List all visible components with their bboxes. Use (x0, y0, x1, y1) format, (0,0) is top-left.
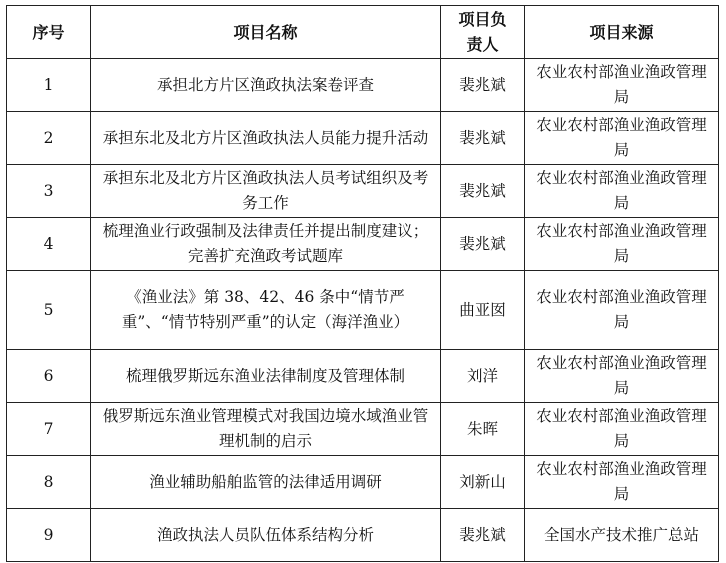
cell-name: 渔业辅助船舶监管的法律适用调研 (91, 456, 441, 509)
cell-name: 梳理渔业行政强制及法律责任并提出制度建议；完善扩充渔政考试题库 (91, 218, 441, 271)
cell-owner: 朱晖 (441, 403, 525, 456)
cell-name: 承担东北及北方片区渔政执法人员考试组织及考务工作 (91, 165, 441, 218)
cell-source: 农业农村部渔业渔政管理局 (525, 59, 719, 112)
cell-owner: 刘洋 (441, 350, 525, 403)
cell-name: 渔政执法人员队伍体系结构分析 (91, 509, 441, 562)
cell-source: 农业农村部渔业渔政管理局 (525, 350, 719, 403)
table-row (7, 456, 719, 509)
cell-no: 5 (7, 271, 91, 350)
header-name: 项目名称 (91, 6, 441, 59)
project-table (6, 5, 719, 562)
cell-source: 农业农村部渔业渔政管理局 (525, 271, 719, 350)
header-no: 序号 (7, 6, 91, 59)
header-source: 项目来源 (525, 6, 719, 59)
cell-name: 《渔业法》第 38、42、46 条中“情节严重”、“情节特别严重”的认定（海洋渔业） (91, 271, 441, 350)
table-row (7, 218, 719, 271)
cell-name: 梳理俄罗斯远东渔业法律制度及管理体制 (91, 350, 441, 403)
cell-owner: 裴兆斌 (441, 218, 525, 271)
header-row (7, 6, 719, 59)
cell-owner: 裴兆斌 (441, 59, 525, 112)
cell-source: 农业农村部渔业渔政管理局 (525, 403, 719, 456)
cell-owner: 曲亚囡 (441, 271, 525, 350)
cell-no: 7 (7, 403, 91, 456)
table-row (7, 403, 719, 456)
cell-source: 农业农村部渔业渔政管理局 (525, 456, 719, 509)
header-owner: 项目负责人 (441, 6, 525, 59)
table-row (7, 509, 719, 562)
cell-no: 8 (7, 456, 91, 509)
table-row (7, 165, 719, 218)
cell-owner: 裴兆斌 (441, 112, 525, 165)
cell-owner: 裴兆斌 (441, 509, 525, 562)
cell-name: 俄罗斯远东渔业管理模式对我国边境水域渔业管理机制的启示 (91, 403, 441, 456)
cell-source: 农业农村部渔业渔政管理局 (525, 112, 719, 165)
cell-name: 承担东北及北方片区渔政执法人员能力提升活动 (91, 112, 441, 165)
cell-owner: 裴兆斌 (441, 165, 525, 218)
cell-no: 1 (7, 59, 91, 112)
cell-name: 承担北方片区渔政执法案卷评查 (91, 59, 441, 112)
cell-no: 9 (7, 509, 91, 562)
cell-source: 农业农村部渔业渔政管理局 (525, 165, 719, 218)
cell-no: 4 (7, 218, 91, 271)
table-row (7, 59, 719, 112)
cell-no: 3 (7, 165, 91, 218)
cell-no: 2 (7, 112, 91, 165)
table-row (7, 271, 719, 350)
cell-owner: 刘新山 (441, 456, 525, 509)
cell-no: 6 (7, 350, 91, 403)
table-row (7, 112, 719, 165)
table-row (7, 350, 719, 403)
cell-source: 农业农村部渔业渔政管理局 (525, 218, 719, 271)
cell-source: 全国水产技术推广总站 (525, 509, 719, 562)
